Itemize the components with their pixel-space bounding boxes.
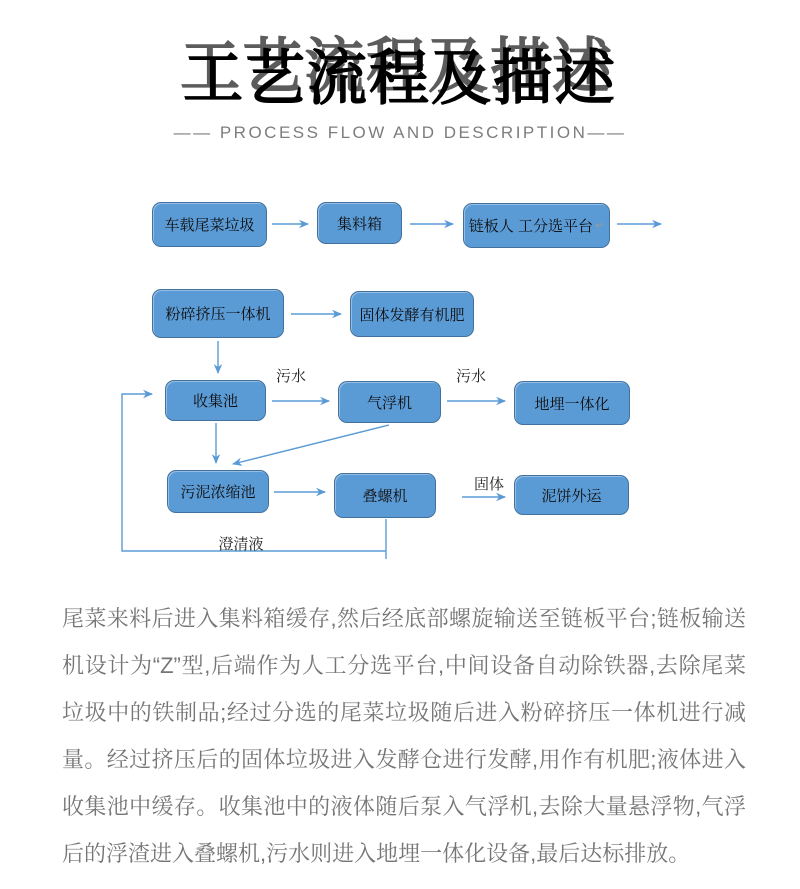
flow-box-label: 收集池 (192, 393, 238, 410)
description-line: 垃圾中的铁制品;经过分选的尾菜垃圾随后进入粉碎挤压一体机进行减 (62, 700, 746, 725)
edge-label-sewage-1: 污水 (275, 368, 307, 385)
page-subtitle: —— PROCESS FLOW AND DESCRIPTION—— (173, 123, 627, 142)
flow-box-screw-stacker (334, 473, 436, 518)
flow-box-collection-box (317, 202, 402, 244)
description-line: 机设计为“Z”型,后端作为人工分选平台,中间设备自动除铁器,去除尾菜 (62, 653, 746, 678)
flow-box-label: 集料箱 (336, 215, 382, 233)
flow-box-label: 污泥浓缩池 (180, 484, 256, 501)
flow-box-label: 气浮机 (366, 394, 412, 412)
flow-box-label: 叠螺机 (362, 488, 408, 505)
return-mark-icon: ↵ (594, 220, 605, 232)
flow-box-sludge-thickening (167, 470, 269, 513)
process-description-paragraph (62, 577, 746, 877)
description-line: 尾菜来料后进入集料箱缓存,然后经底部螺旋输送至链板平台;链板输送 (62, 606, 746, 631)
edge-label-solid: 固体 (473, 476, 505, 493)
edge-label-clarified-liquid: 澄清液 (218, 536, 264, 553)
flow-box-label: 泥饼外运 (541, 487, 602, 505)
flow-box-label: 粉碎挤压一体机 (165, 306, 271, 323)
flow-box-vehicle-waste (152, 202, 267, 247)
flow-box-label: 车载尾菜垃圾 (164, 217, 255, 234)
edge-label-sewage-2: 污水 (455, 368, 487, 385)
flow-box-air-flotation (338, 381, 441, 423)
process-flow-diagram (0, 185, 800, 577)
description-line: 收集池中缓存。收集池中的液体随后泵入气浮机,去除大量悬浮物,气浮 (62, 794, 746, 819)
page-header (0, 0, 800, 144)
flow-box-collection-pool (165, 380, 266, 421)
flow-box-chain-plate-sorting (463, 203, 610, 248)
flow-box-label: 地埋一体化 (534, 395, 610, 413)
flow-box-label: 链板人 工分选平台 (468, 218, 593, 235)
flow-box-buried-integration (514, 381, 630, 425)
flow-box-crusher-extruder (152, 289, 284, 338)
flow-box-mud-cake-transport (514, 475, 629, 515)
description-line: 量。经过挤压后的固体垃圾进入发酵仓进行发酵,用作有机肥;液体进入 (62, 747, 746, 772)
arrow-flotation-to-thickening (233, 425, 389, 464)
description-line: 后的浮渣进入叠螺机,污水则进入地埋一体化设备,最后达标排放。 (62, 841, 691, 866)
flow-box-solid-fermentation (350, 291, 474, 337)
page-title: 工艺流程及描述 (183, 45, 617, 112)
flow-box-label: 固体发酵有机肥 (359, 306, 465, 324)
